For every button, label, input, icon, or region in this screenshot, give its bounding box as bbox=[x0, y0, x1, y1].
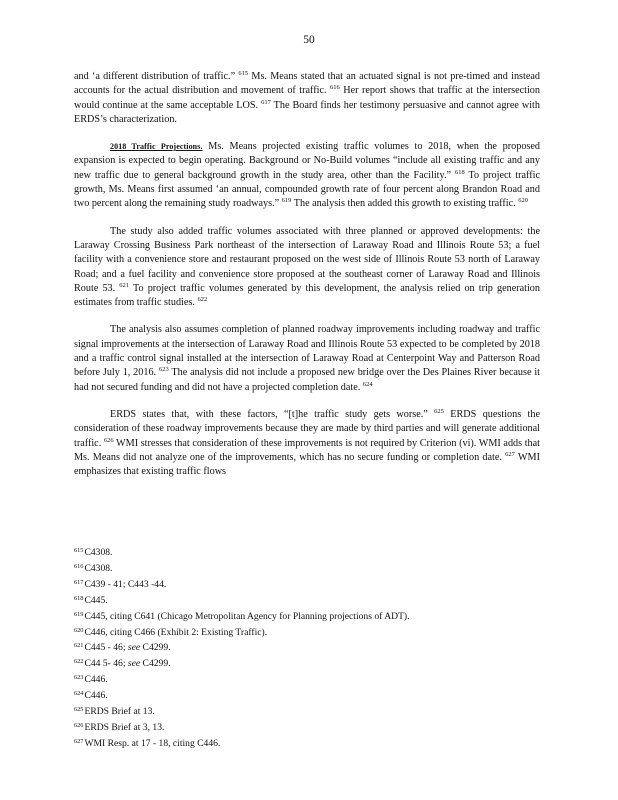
footnote-text: C446, citing C466 (Exhibit 2: Existing Traffic). bbox=[84, 626, 268, 638]
text-run: Ms. Means projected existing traffic volumes to 2018, when the proposed expansion is expected to begin operating. Background or No-Build volumes “include all existing traffic and any new traffic due to general background growth in the study area, other than the Facility.” bbox=[74, 141, 540, 181]
footnote-number: 622 bbox=[74, 658, 84, 666]
footnote bbox=[74, 719, 540, 735]
footnote-number: 626 bbox=[74, 721, 84, 729]
footnote-number: 618 bbox=[74, 594, 84, 602]
footnote bbox=[74, 703, 540, 719]
footnote-number: 616 bbox=[74, 562, 84, 570]
footnote bbox=[74, 671, 540, 687]
footnote-text: WMI Resp. at 17 - 18, citing C446. bbox=[84, 737, 221, 749]
paragraph-p1 bbox=[74, 70, 540, 127]
paragraph-p5 bbox=[74, 408, 540, 479]
footnote bbox=[74, 592, 540, 608]
body-text bbox=[74, 70, 540, 492]
footnote-reference: 627 bbox=[505, 450, 515, 458]
footnote bbox=[74, 576, 540, 592]
footnote-text: C4299. bbox=[140, 642, 171, 654]
text-run: To project traffic volumes generated by this development, the analysis relied on trip generation estimates from traffic studies. bbox=[74, 282, 540, 309]
text-run: Her report shows that traffic at the intersection would continue at the same acceptable LOS. bbox=[74, 85, 540, 111]
footnote-text: ERDS Brief at 13. bbox=[84, 706, 155, 718]
footnote-number: 621 bbox=[74, 642, 84, 650]
footnote-number: 625 bbox=[74, 706, 84, 714]
footnote-text: ERDS Brief at 3, 13. bbox=[84, 721, 165, 733]
footnote-reference: 623 bbox=[158, 366, 169, 374]
footnote bbox=[74, 624, 540, 640]
footnote-reference: 617 bbox=[261, 98, 271, 106]
footnote bbox=[74, 735, 540, 751]
footnote-number: 623 bbox=[74, 674, 84, 682]
text-run: Ms. Means stated that an actuated signal is not pre-timed and instead accounts for the actual distribution and movement of traffic. bbox=[74, 71, 540, 97]
footnote bbox=[74, 560, 540, 576]
footnote-number: 619 bbox=[74, 610, 84, 618]
footnote bbox=[74, 639, 540, 655]
page-number: 50 bbox=[303, 34, 315, 46]
footnote bbox=[74, 544, 540, 560]
footnote-number: 617 bbox=[74, 578, 84, 586]
footnote-reference: 621 bbox=[119, 281, 130, 289]
footnotes bbox=[74, 544, 540, 751]
footnote-text: C439 - 41; C443 -44. bbox=[84, 578, 167, 590]
footnote-number: 615 bbox=[74, 547, 84, 554]
footnote-reference: 624 bbox=[362, 380, 373, 388]
footnote-text: C4299. bbox=[140, 658, 171, 670]
text-run: The Board finds her testimony persuasive and cannot agree with ERDS’s characterization. bbox=[74, 99, 540, 125]
text-run: The analysis did not include a proposed new bridge over the Des Plaines River because it had not secured funding and did not have a projected completion date. bbox=[74, 367, 541, 393]
text-run: ERDS questions the consideration of these roadway improvements because they are made by third parties and will generate additional traffic. bbox=[74, 408, 540, 449]
footnote-text: C446. bbox=[84, 674, 108, 686]
text-run: The analysis then added this growth to existing traffic. bbox=[291, 198, 519, 210]
footnote-signal: see bbox=[127, 642, 141, 654]
text-run: ERDS states that, with these factors, “[t]he traffic study gets worse.” bbox=[110, 408, 435, 420]
footnote-signal: see bbox=[127, 658, 141, 670]
footnote-reference: 622 bbox=[197, 296, 208, 304]
text-run: WMI stresses that consideration of these improvements is not required by Criterion (vi). WMI adds that Ms. Means did not analyze one of the improvements, which has no secure funding or completion date. bbox=[74, 437, 540, 463]
text-run: and ‘a different distribution of traffic.” bbox=[74, 71, 239, 82]
footnote-reference: 618 bbox=[454, 168, 465, 176]
footnote-reference: 616 bbox=[330, 84, 340, 92]
footnote-text: C445 - 46; bbox=[84, 642, 128, 654]
footnote-text: C445, citing C641 (Chicago Metropolitan Agency for Planning projections of ADT). bbox=[84, 610, 410, 622]
paragraph-p4 bbox=[74, 323, 540, 394]
footnote-reference: 625 bbox=[434, 407, 444, 415]
section-heading: 2018 Traffic Projections. bbox=[110, 142, 203, 152]
footnote-reference: 619 bbox=[281, 197, 292, 205]
footnote bbox=[74, 655, 540, 671]
footnote-text: C446. bbox=[84, 690, 108, 702]
footnote-text: C44 5- 46; bbox=[84, 658, 128, 670]
footnote-reference: 615 bbox=[238, 70, 249, 77]
footnote-reference: 626 bbox=[103, 436, 114, 444]
footnote bbox=[74, 608, 540, 624]
text-run: The analysis also assumes completion of planned roadway improvements including roadway and traffic signal improvements at the intersection of Laraway Road and Illinois Route 53 expected to be completed by 2018 and a traffic control signal installed at the intersection of Laraway Road at Centerpoint Way and Patterson Road before July 1, 2016. bbox=[74, 324, 540, 379]
footnote-text: C4308. bbox=[84, 547, 113, 558]
footnote bbox=[74, 687, 540, 703]
footnote-number: 627 bbox=[74, 737, 84, 745]
text-run: WMI emphasizes that existing traffic flows bbox=[74, 451, 540, 478]
footnote-text: C4308. bbox=[84, 562, 113, 574]
footnote-reference: 620 bbox=[518, 197, 528, 205]
footnote-number: 624 bbox=[74, 690, 84, 698]
paragraph-p2 bbox=[74, 140, 540, 211]
text-run: To project traffic growth, Ms. Means first assumed ‘an annual, compounded growth rate of four percent along Brandon Road and two percent along the remaining study roadways.” bbox=[74, 169, 540, 210]
footnote-number: 620 bbox=[74, 626, 84, 634]
paragraph-p3 bbox=[74, 225, 540, 311]
text-run: The study also added traffic volumes associated with three planned or approved developments: the Laraway Crossing Business Park northeast of the intersection of Laraway Road and Illinois Route 53; a fuel facility with a convenience store and restaurant proposed on the west side of Illinois Route 53 north of Laraway Road; and a fuel facility and convenience store proposed at the southeast corner of Laraway Road and Illinois Route 53. bbox=[74, 225, 540, 294]
footnote-text: C445. bbox=[84, 594, 108, 606]
